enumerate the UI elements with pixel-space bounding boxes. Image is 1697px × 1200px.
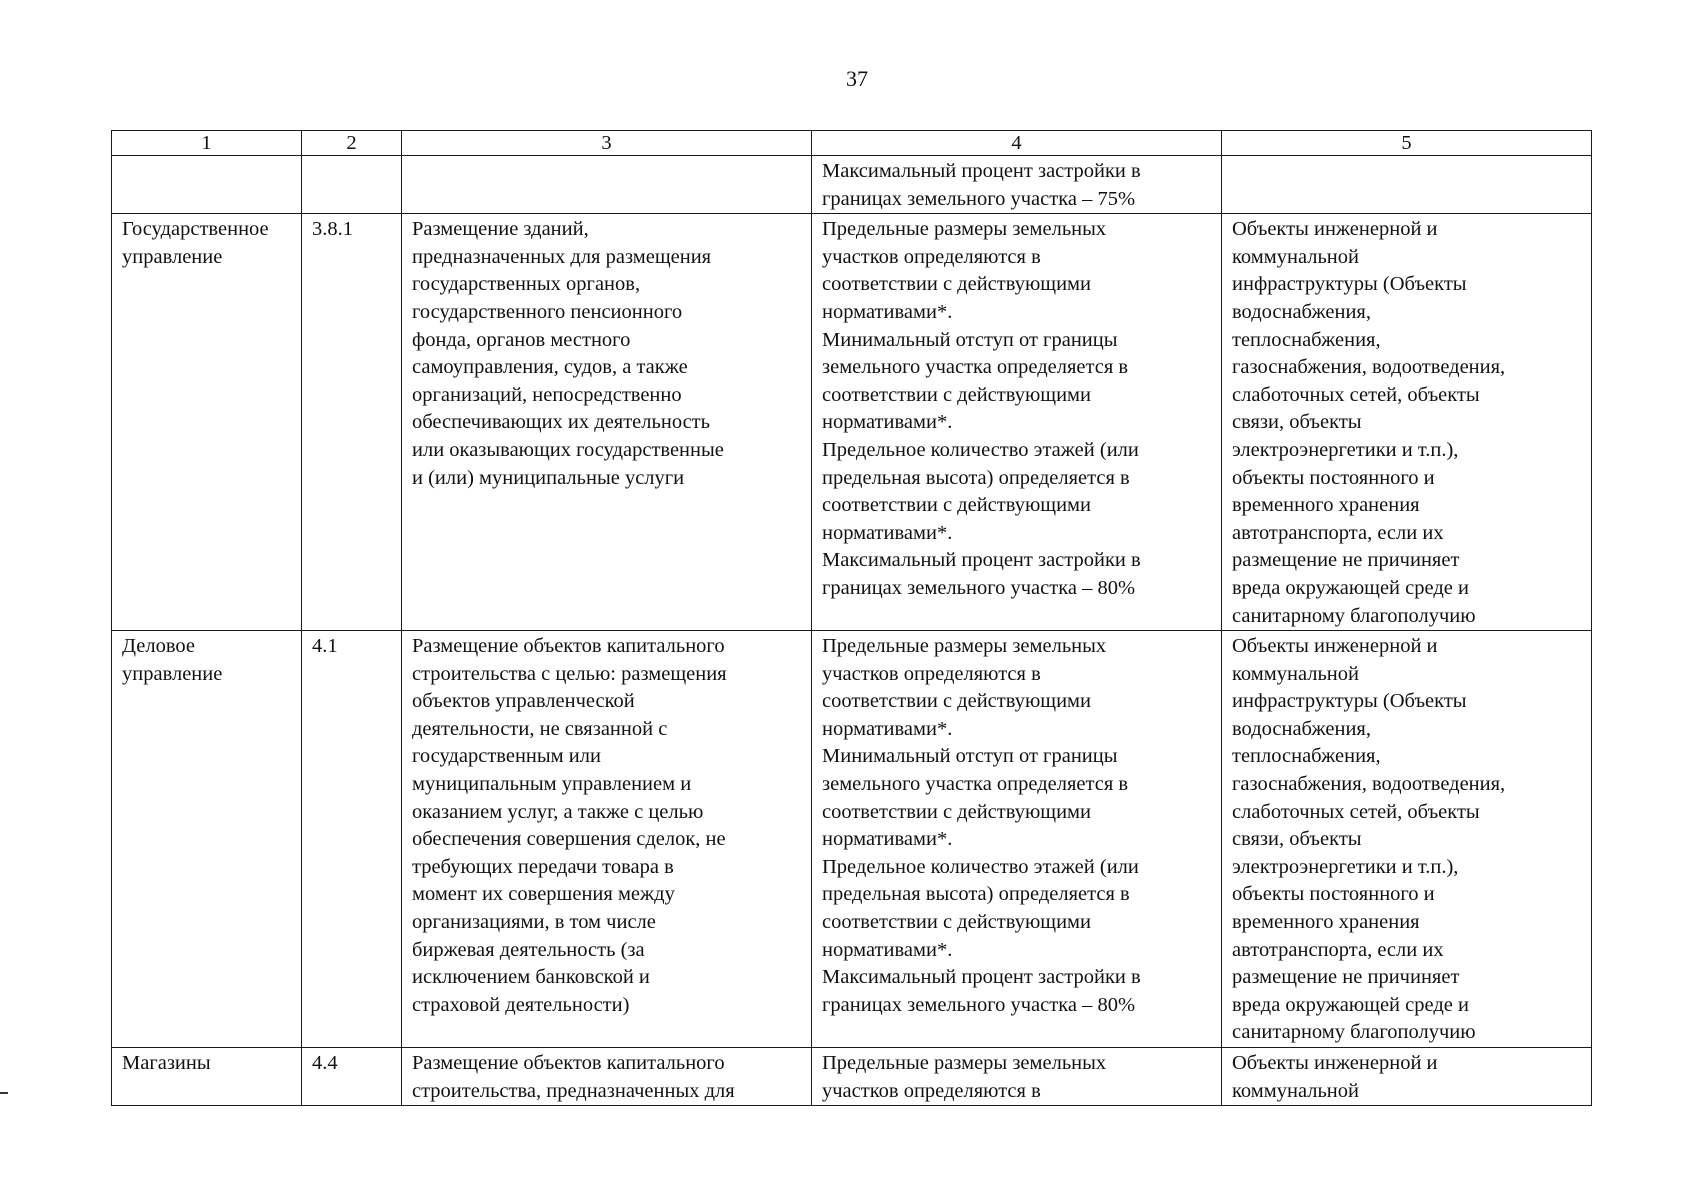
cell-line: земельного участка определяется в: [822, 773, 1129, 796]
cell-line: государственных органов,: [412, 273, 641, 296]
cell-code: [302, 1048, 402, 1106]
cell-line: участков определяются в: [822, 1079, 1041, 1102]
cell-line: Размещение объектов капитального: [412, 635, 725, 658]
column-header-3: 3: [402, 131, 812, 156]
cell-line: самоуправления, судов, а также: [412, 356, 688, 379]
cell-text: 4.1: [312, 635, 338, 658]
cell-code: [302, 214, 402, 631]
cell-line: участков определяются в: [822, 662, 1041, 685]
margin-mark: [0, 1092, 8, 1094]
cell-text: 3.8.1: [312, 218, 353, 241]
cell-line: нормативами*.: [822, 828, 953, 851]
column-header-1: 1: [112, 131, 302, 156]
cell-line: Государственное: [122, 218, 269, 241]
table-body: [112, 156, 1592, 1106]
cell-name: [112, 631, 302, 1048]
cell-line: Предельное количество этажей (или: [822, 855, 1139, 878]
cell-line: инфраструктуры (Объекты: [1232, 273, 1467, 296]
cell-line: или оказывающих государственные: [412, 438, 724, 461]
cell-line: электроэнергетики и т.п.),: [1232, 855, 1459, 878]
cell-line: размещение не причиняет: [1232, 966, 1460, 989]
cell-line: управление: [122, 662, 223, 685]
cell-auxiliary: [1222, 1048, 1592, 1106]
cell-line: Предельные размеры земельных: [822, 635, 1107, 658]
cell-line: нормативами*.: [822, 521, 953, 544]
cell-line: и (или) муниципальные услуги: [412, 466, 685, 489]
cell-line: Максимальный процент застройки в: [822, 549, 1141, 572]
cell-line: Деловое: [122, 635, 195, 658]
cell-line: автотранспорта, если их: [1232, 521, 1444, 544]
cell-code: [302, 156, 402, 214]
page-number: 37: [846, 66, 868, 91]
cell-line: электроэнергетики и т.п.),: [1232, 438, 1459, 461]
cell-line: государственного пенсионного: [412, 300, 683, 323]
cell-line: слаботочных сетей, объекты: [1232, 800, 1480, 823]
cell-line: водоснабжения,: [1232, 300, 1371, 323]
table-row: [112, 1048, 1592, 1106]
cell-line: организаций, непосредственно: [412, 383, 682, 406]
cell-line: коммунальной: [1232, 662, 1359, 685]
cell-line: предельная высота) определяется в: [822, 466, 1130, 489]
cell-line: момент их совершения между: [412, 883, 675, 906]
cell-line: оказанием услуг, а также с целью: [412, 800, 704, 823]
cell-line: размещение не причиняет: [1232, 549, 1460, 572]
cell-line: временного хранения: [1232, 911, 1420, 934]
cell-name: [112, 1048, 302, 1106]
cell-line: санитарному благополучию: [1232, 604, 1476, 627]
cell-line: коммунальной: [1232, 1079, 1359, 1102]
cell-description: [402, 631, 812, 1048]
cell-line: границах земельного участка – 80%: [822, 993, 1136, 1016]
column-header-5: 5: [1222, 131, 1592, 156]
cell-parameters: [812, 631, 1222, 1048]
cell-line: Предельное количество этажей (или: [822, 438, 1139, 461]
cell-code: [302, 631, 402, 1048]
cell-line: предельная высота) определяется в: [822, 883, 1130, 906]
cell-line: газоснабжения, водоотведения,: [1232, 356, 1506, 379]
cell-line: соответствии с действующими: [822, 383, 1091, 406]
cell-name: [112, 156, 302, 214]
cell-line: Объекты инженерной и: [1232, 218, 1438, 241]
header-row: [112, 131, 1592, 156]
cell-line: Максимальный процент застройки в: [822, 966, 1141, 989]
cell-line: связи, объекты: [1232, 411, 1362, 434]
cell-line: фонда, органов местного: [412, 328, 631, 351]
cell-line: теплоснабжения,: [1232, 745, 1381, 768]
cell-line: временного хранения: [1232, 494, 1420, 517]
cell-line: вреда окружающей среде и: [1232, 576, 1469, 599]
cell-line: связи, объекты: [1232, 828, 1362, 851]
cell-name: [112, 214, 302, 631]
cell-description: [402, 156, 812, 214]
cell-line: Объекты инженерной и: [1232, 1052, 1438, 1074]
cell-line: газоснабжения, водоотведения,: [1232, 773, 1506, 796]
cell-line: соответствии с действующими: [822, 273, 1091, 296]
column-header-2: 2: [302, 131, 402, 156]
cell-parameters: [812, 156, 1222, 214]
cell-line: Минимальный отступ от границы: [822, 745, 1118, 768]
cell-line: соответствии с действующими: [822, 800, 1091, 823]
cell-line: предназначенных для размещения: [412, 245, 712, 268]
cell-line: нормативами*.: [822, 411, 953, 434]
cell-line: обеспечения совершения сделок, не: [412, 828, 726, 851]
cell-line: организациями, в том числе: [412, 911, 656, 934]
cell-parameters: [812, 1048, 1222, 1106]
cell-auxiliary: [1222, 631, 1592, 1048]
cell-line: обеспечивающих их деятельность: [412, 411, 710, 434]
cell-line: объектов управленческой: [412, 690, 635, 713]
cell-description: [402, 1048, 812, 1106]
cell-line: Объекты инженерной и: [1232, 635, 1438, 658]
cell-line: Магазины: [122, 1052, 211, 1074]
cell-line: соответствии с действующими: [822, 911, 1091, 934]
cell-line: исключением банковской и: [412, 966, 650, 989]
cell-line: управление: [122, 245, 223, 268]
cell-line: водоснабжения,: [1232, 717, 1371, 740]
cell-line: объекты постоянного и: [1232, 883, 1435, 906]
cell-line: теплоснабжения,: [1232, 328, 1381, 351]
table-row: [112, 631, 1592, 1048]
cell-line: Предельные размеры земельных: [822, 218, 1107, 241]
cell-line: муниципальным управлением и: [412, 773, 692, 796]
cell-line: нормативами*.: [822, 300, 953, 323]
cell-line: границах земельного участка – 75%: [822, 187, 1136, 210]
cell-line: участков определяются в: [822, 245, 1041, 268]
cell-auxiliary: [1222, 214, 1592, 631]
cell-line: объекты постоянного и: [1232, 466, 1435, 489]
cell-line: строительства, предназначенных для: [412, 1079, 735, 1102]
cell-line: нормативами*.: [822, 717, 953, 740]
cell-description: [402, 214, 812, 631]
cell-line: Минимальный отступ от границы: [822, 328, 1118, 351]
cell-line: деятельности, не связанной с: [412, 717, 668, 740]
cell-line: слаботочных сетей, объекты: [1232, 383, 1480, 406]
cell-line: Размещение объектов капитального: [412, 1052, 725, 1074]
cell-line: автотранспорта, если их: [1232, 938, 1444, 961]
cell-auxiliary: [1222, 156, 1592, 214]
cell-line: требующих передачи товара в: [412, 855, 674, 878]
cell-line: нормативами*.: [822, 938, 953, 961]
cell-line: Размещение зданий,: [412, 218, 589, 241]
cell-line: Предельные размеры земельных: [822, 1052, 1107, 1074]
cell-line: государственным или: [412, 745, 601, 768]
cell-line: соответствии с действующими: [822, 690, 1091, 713]
cell-line: соответствии с действующими: [822, 494, 1091, 517]
land-use-table: [111, 130, 1592, 1106]
cell-line: инфраструктуры (Объекты: [1232, 690, 1467, 713]
cell-line: строительства с целью: размещения: [412, 662, 727, 685]
table-row: [112, 156, 1592, 214]
cell-line: коммунальной: [1232, 245, 1359, 268]
table-row: [112, 214, 1592, 631]
cell-line: страховой деятельности): [412, 993, 630, 1016]
column-header-4: 4: [812, 131, 1222, 156]
cell-parameters: [812, 214, 1222, 631]
cell-line: Максимальный процент застройки в: [822, 160, 1141, 182]
cell-line: санитарному благополучию: [1232, 1021, 1476, 1044]
cell-line: биржевая деятельность (за: [412, 938, 645, 961]
cell-line: границах земельного участка – 80%: [822, 576, 1136, 599]
cell-line: вреда окружающей среде и: [1232, 993, 1469, 1016]
cell-text: 4.4: [312, 1052, 338, 1074]
cell-line: земельного участка определяется в: [822, 356, 1129, 379]
